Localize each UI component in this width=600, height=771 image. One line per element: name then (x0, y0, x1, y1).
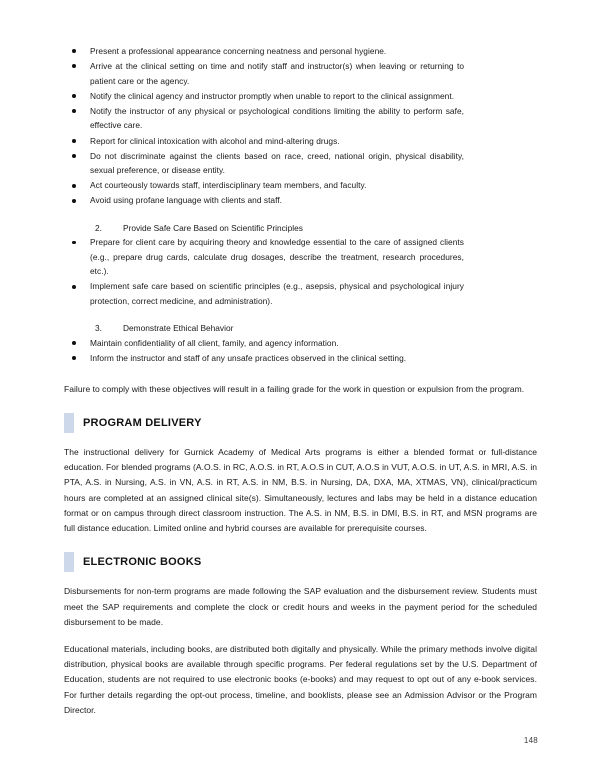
objective-2-bullets (64, 235, 464, 308)
electronic-books-paragraph-2: Educational materials, including books, are distributed both digitally and physically. While the primary methods involve digital distribution, physical books are available through specific programs. Per federal regulations set by the U.S. Department of Education, students are not required to use electronic books (e-books) and may request to opt out of any e-book services. For further details regarding the opt-out process, timeline, and booklists, please see an Admission Advisor or the Program Director. (64, 643, 537, 715)
spacer (64, 397, 537, 413)
list-item: Implement safe care based on scientific principles (e.g., asepsis, physical and psychological injury protection, correct medicine, and administration). (64, 279, 464, 308)
list-item: Do not discriminate against the clients based on race, creed, national origin, physical disability, sexual preference, or disease entity. (64, 149, 464, 178)
spacer (64, 209, 537, 221)
electronic-books-paragraph-1: Disbursements for non-term programs are made following the SAP evaluation and the disbursement review. Students must meet the SAP requirements and complete the clock or credit hours and weeks in the payment period for the scheduled disbursement to be made. (64, 586, 537, 627)
spacer (64, 536, 537, 552)
list-item: Notify the instructor of any physical or psychological conditions limiting the ability to perform safe, effective care. (64, 104, 464, 133)
objective-title: Demonstrate Ethical Behavior (123, 323, 234, 334)
objective-title: Provide Safe Care Based on Scientific Principles (123, 222, 303, 233)
list-item: Notify the clinical agency and instructor promptly when unable to report to the clinical assignment. (64, 89, 464, 104)
list-item: Arrive at the clinical setting on time and notify staff and instructor(s) when leaving or returning to patient care or the agency. (64, 59, 464, 88)
accent-bar-icon (64, 552, 74, 572)
spacer (64, 309, 537, 321)
spacer (64, 630, 537, 642)
objectives-group1-list (64, 44, 464, 208)
spacer (64, 433, 537, 445)
page-content (64, 44, 537, 718)
spacer (64, 572, 537, 584)
accent-bar-icon (64, 413, 74, 433)
list-item: Avoid using profane language with clients and staff. (64, 193, 464, 208)
spacer (64, 366, 537, 382)
program-delivery-paragraph: The instructional delivery for Gurnick Academy of Medical Arts programs is either a blended format or full-distance education. For blended programs (A.O.S. in RC, A.O.S. in RT, A.O.S in CUT, A.O.S in VUT, A.O.S. in UT, A.S. in MRI, A.S. in PTA, A.S. in Nursing, A.S. in VN, A.S. in RT, A.S. in NM, B.S. in Nursing, DA, DXA, MA, XTMAS, VN), clinical/practicum hours are completed at an assigned clinical site(s). Simultaneously, lectures and labs may be held in a distance education format or on campus through direct classroom instruction. The A.S. in NM, B.S. in DMI, B.S. in RT, and MSN programs are full distance education. Limited online and hybrid courses are available for prerequisite courses. (64, 447, 537, 534)
section-title: ELECTRONIC BOOKS (83, 556, 202, 569)
section-heading-electronic-books (64, 552, 537, 572)
list-item: Act courteously towards staff, interdisciplinary team members, and faculty. (64, 178, 464, 193)
objectives-closing-paragraph: Failure to comply with these objectives will result in a failing grade for the work in question or expulsion from the program. (64, 383, 525, 394)
list-item: Report for clinical intoxication with alcohol and mind-altering drugs. (64, 134, 464, 149)
numbered-objective-3 (95, 321, 565, 336)
objective-number: 2. (95, 222, 102, 233)
list-item: Prepare for client care by acquiring theory and knowledge essential to the care of assigned clients (e.g., prepare drug cards, calculate drug dosages, describe the treatment, research procedures, etc.). (64, 235, 464, 279)
section-title: PROGRAM DELIVERY (83, 417, 202, 430)
list-item: Inform the instructor and staff of any unsafe practices observed in the clinical setting. (64, 351, 464, 366)
objective-3-bullets (64, 336, 464, 366)
list-item: Present a professional appearance concerning neatness and personal hygiene. (64, 44, 464, 59)
page-number: 148 (523, 736, 538, 745)
list-item: Maintain confidentiality of all client, family, and agency information. (64, 336, 464, 351)
numbered-objective-2 (95, 221, 565, 236)
section-heading-program-delivery (64, 413, 537, 433)
objective-number: 3. (95, 323, 102, 334)
